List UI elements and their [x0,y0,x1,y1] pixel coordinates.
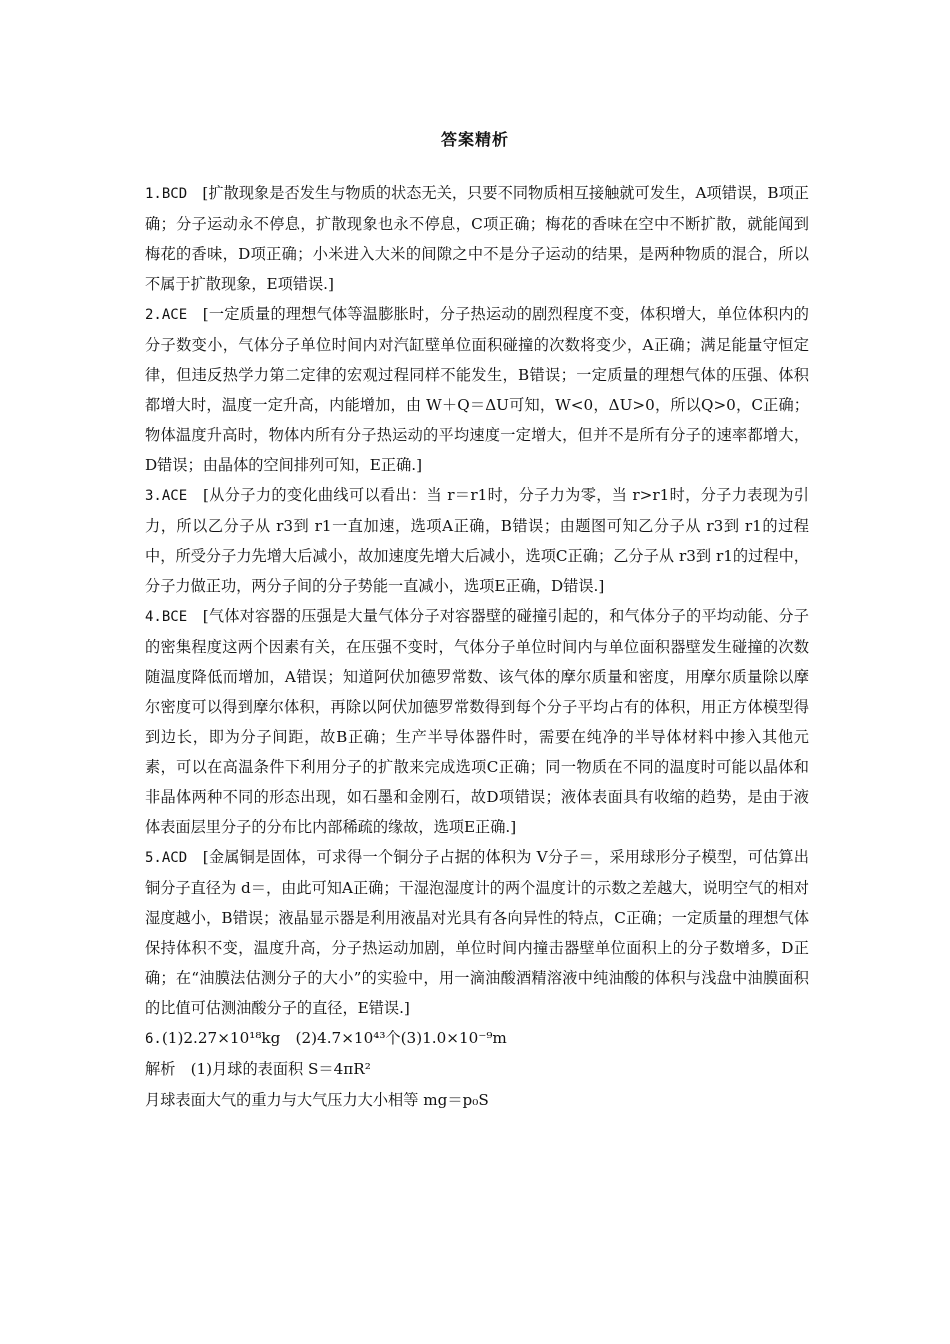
answer-paragraph-6 [145,1023,809,1054]
answer-content [145,178,809,1116]
answer-paragraph-4 [145,601,809,842]
page-title: 答案精析 [440,130,509,149]
solution-line-1 [145,1054,809,1085]
answer-text: [金属铜是固体，可求得一个铜分子占据的体积为 V分子＝，采用球形分子模型，可估算出铜分子直径为 d＝，由此可知A正确；干湿泡湿度计的两个温度计的示数之差越大，说明空气的相对湿度越小，B错误；液晶显示器是利用液晶对光具有各向异性的特点，C正确；一定质量的理想气体保持体积不变，温度升高，分子热运动加剧，单位时间内撞击器壁单位面积上的分子数增多，D正确；在“油膜法估测分子的大小”的实验中，用一滴油酸酒精溶液中纯油酸的体积与浅盘中油膜面积的比值可估测油酸分子的直径，E错误.] [145,848,809,1017]
answer-paragraph-1 [145,178,809,299]
answer-text: [从分子力的变化曲线可以看出：当 r＝r1时，分子力为零，当 r>r1时，分子力表现为引力，所以乙分子从 r3到 r1一直加速，选项A正确，B错误；由题图可知乙分子从 r3到 r1的过程中，所受分子力先增大后减小，故加速度先增大后减小，选项C正确；乙分子从 r3到 r1的过程中，分子力做正功，两分子间的分子势能一直减小，选项E正确，D错误.] [145,486,809,595]
answer-paragraph-2 [145,299,809,480]
solution-line-2 [145,1085,809,1116]
answer-number: 1.BCD [145,186,188,202]
answer-number: 5.ACD [145,850,188,866]
answer-paragraph-3 [145,480,809,601]
answer-number: 3.ACE [145,488,188,504]
answer-text: (1)2.27×10¹⁸kg (2)4.7×10⁴³个(3)1.0×10⁻⁹m [161,1029,507,1047]
answer-number: 4.BCE [145,609,188,625]
solution-text: 解析 (1)月球的表面积 S＝4πR² [145,1060,371,1078]
answer-text: [一定质量的理想气体等温膨胀时，分子热运动的剧烈程度不变，体积增大，单位体积内的分子数变小，气体分子单位时间内对汽缸壁单位面积碰撞的次数将变少，A正确；满足能量守恒定律，但违反热学力第二定律的宏观过程同样不能发生，B错误；一定质量的理想气体的压强、体积都增大时，温度一定升高，内能增加，由 W＋Q＝ΔU可知，W<0，ΔU>0，所以Q>0，C正确；物体温度升高时，物体内所有分子热运动的平均速度一定增大，但并不是所有分子的速率都增大，D错误；由晶体的空间排列可知，E正确.] [145,305,809,474]
answer-paragraph-5 [145,842,809,1023]
answer-text: [扩散现象是否发生与物质的状态无关，只要不同物质相互接触就可发生，A项错误，B项正确；分子运动永不停息，扩散现象也永不停息，C项正确；梅花的香味在空中不断扩散，就能闻到梅花的香味，D项正确；小米进入大米的间隙之中不是分子运动的结果，是两种物质的混合，所以不属于扩散现象，E项错误.] [145,184,809,293]
answer-number: 2.ACE [145,307,188,323]
answer-text: [气体对容器的压强是大量气体分子对容器壁的碰撞引起的，和气体分子的平均动能、分子的密集程度这两个因素有关，在压强不变时，气体分子单位时间内与单位面积器壁发生碰撞的次数随温度降低而增加，A错误；知道阿伏加德罗常数、该气体的摩尔质量和密度，用摩尔质量除以摩尔密度可以得到摩尔体积，再除以阿伏加德罗常数得到每个分子平均占有的体积，用正方体模型得到边长，即为分子间距，故B正确；生产半导体器件时，需要在纯净的半导体材料中掺入其他元素，可以在高温条件下利用分子的扩散来完成选项C正确；同一物质在不同的温度时可能以晶体和非晶体两种不同的形态出现，如石墨和金刚石，故D项错误；液体表面具有收缩的趋势，是由于液体表面层里分子的分布比内部稀疏的缘故，选项E正确.] [145,607,809,836]
answer-number: 6. [145,1031,162,1047]
solution-text: 月球表面大气的重力与大气压力大小相等 mg＝p₀S [145,1091,489,1109]
